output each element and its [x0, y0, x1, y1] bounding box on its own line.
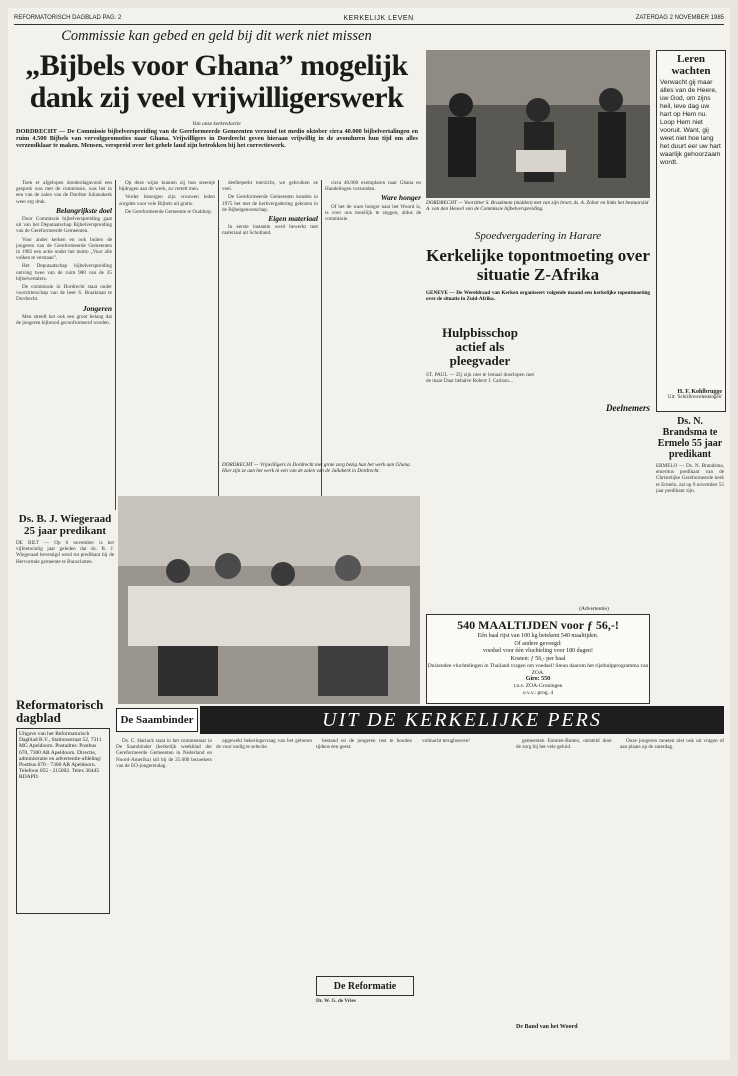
masthead	[14, 12, 724, 25]
masthead-date: ZATERDAG 2 NOVEMBER 1985	[635, 15, 724, 21]
advert-title: 540 MAALTIJDEN voor ƒ 56,-!	[457, 618, 619, 632]
wiegeraad-article	[16, 513, 114, 630]
band-woord-label: De Band van het Woord	[516, 1024, 578, 1030]
subhead-eigen: Eigen materiaal	[268, 214, 318, 224]
leren-wachten-text: Verwacht gij maar alles van de Heere, uw God, om zijns heil, leve dag uw hart op Hem nu. Loop Hem niet vooruit. Want, gij weet niet hoe lang het duurt eer uw hart waarlijk gehoorzaam wordt.	[660, 79, 721, 166]
pers-column-1: Ds. C. Harinck staat in het commentaar in De Saambinder (kerkelijk weekblad der Gereformeerde Gemeenten in Nederland en Noord-Amerika) stil bij de 25.000 bezoekers van de EO-jongerendag.	[116, 738, 212, 769]
topontmoeting-headline: Kerkelijke topontmoeting over situatie Z-Afrika	[426, 246, 650, 284]
advert-line3: voedsel voor één vluchteling voor 180 dagen!	[483, 648, 593, 654]
leren-wachten-author: H. F. Kohlbrugge	[677, 389, 722, 395]
pers-column-5: gemeenten Emmen-Buiten, ontsteld door de zorg bij het vele geluid.	[516, 738, 612, 751]
hulpbisschop-title: Hulpbisschop actief als pleegvader	[442, 325, 518, 368]
pers-column-4: volmacht terughoeven!	[422, 738, 470, 744]
pers-column-2: opgewekt bekeringsvraag van het geboren de voor nodig te selectie.	[216, 738, 312, 751]
reformatie-logo: De Reformatie	[316, 976, 414, 996]
hulpbisschop-article	[426, 326, 534, 572]
leren-wachten-source: Uit: 'Schriftoverdenkingen'	[667, 395, 722, 400]
kerkelijke-pers-band: UIT DE KERKELIJKE PERS	[200, 706, 724, 734]
leren-wachten-title: Leren wachten	[671, 53, 711, 77]
brandsma-article	[656, 416, 724, 613]
leren-wachten-box	[656, 50, 726, 412]
main-lead: DORDRECHT — De Commissie bijbelverspreiding van de Gereformeerde Gemeenten verzond tot medio oktober circa 40.000 bijbelvertalingen en ruim 4.500 Bijbels van vervolgpromoties naar Ghana. Vrijwilligers in Dordrecht geven hieraan vrijwillig in de avonduren hun tijd om alles verzendklaar te maken. Mensen, verspreid over het gehele land zijn betrokken bij het correctiewerk.	[16, 128, 418, 150]
advert-line1: Eén baal rijst van 100 kg betekent 540 maaltijden.	[477, 633, 599, 639]
section-harare: Spoedvergadering in Harare	[474, 230, 602, 242]
masthead-left: REFORMATORISCH DAGBLAD PAG. 2	[14, 15, 122, 21]
subhead-deelnemers: Deelnemers	[606, 403, 650, 413]
reformatie-credit: Dr. W. G. de Vries	[316, 998, 356, 1004]
advert-line5: Duizenden vluchtelingen in Thailand vragen om voedsel! Steun daarom het rijsthulpprogramma van ZOA.	[427, 663, 649, 676]
colophon-title: Reformatorisch dagblad	[16, 697, 104, 725]
topontmoeting-lead: GENEVE — De Wereldraad van Kerken organiseert volgende maand een kerkelijke topontmoeting over de situatie in Zuid-Afrika.	[426, 290, 650, 303]
pers-column-3: bestand en de jongeren rust te houden tijdens een geest.	[316, 738, 412, 751]
main-headline: „Bijbels voor Ghana” mogelijk dank zij veel vrijwilligerswerk	[25, 49, 408, 114]
masthead-section: KERKELIJK LEVEN	[343, 14, 414, 22]
subhead-belangrijkste: Belangrijkste doel	[55, 205, 112, 215]
main-column-2: Op deze wijze kunnen zij hun steentje bijdragen aan dit werk, zo vertelt men. Verder bezorgen zijn vrouwen leden zorgden voor vele Bijbels uit gratis. De Gereformeerde Gemeente te Ouddorp.	[119, 180, 215, 215]
braakman-photo-caption: DORDRECHT — Voorzitter S. Braakman (midden) met van zijn broer, ds. A. Zohar en links het bestuurslid A. van den Heuvel van de Commissie bijbelverspreiding.	[426, 200, 649, 212]
column-rule	[321, 180, 322, 510]
braakman-photo	[426, 50, 650, 198]
topontmoeting-column	[540, 326, 650, 396]
advert-giro3: o.v.v.: prog. 4	[522, 689, 554, 696]
wiegeraad-title: Ds. B. J. Wiegeraad 25 jaar predikant	[18, 513, 112, 537]
hulpbisschop-lead: ST. PAUL — Zij zijn niet te lemaal doorlopen met de maar Daar behalve Robert J. Carlson...	[426, 372, 534, 385]
colophon	[16, 698, 110, 914]
main-column-1: Toen er afgelopen donderdagavond een gesprek was met de commissie, was het in een van de zalen van de Dordtse Julianakerk weer erg druk. Belangrijkste doel Door Commissie bijbelverspreiding gaat uit van het Deputaatschap Bijbelverspreiding van de Gereformeerde Gemeenten. Voor ander kerken en ook buiten de jongeren van de Gereformeerde Gemeenten in 1982 een actie onder het motto „Voor alle volken te verstaan”. Het Deputaatschap bijbelverspreiding ontving twee van de ruim 900 van de 35 bijbelvertalers. De commissie in Dordrecht staat onder voorzitterschap van de heer S. Braakman te Dordrecht. Jongeren Men streeft het ook een groot belang dat de jongeren bijbrood geconfronteerd worden.	[16, 180, 112, 327]
brandsma-lead: ERMELO — Ds. N. Brandsma, emeritus predikant van de Christelijke Gereformeerde kerk te Ermelo, zal op 9 november 55 jaar predikant zijn.	[656, 463, 724, 494]
column-rule	[115, 180, 116, 510]
main-column-4: circa 40.000 exemplaren naar Ghana en Handelingen verzonden. Ware honger Of het de ware honger naar het Woord is, is voor ons moeilijk te zeggen, aldus de commissie.	[325, 180, 421, 223]
advert-label: (Advertentie)	[579, 606, 609, 612]
main-kicker: Commissie kan gebed en geld bij dit werk niet missen	[61, 28, 372, 44]
subhead-ware-honger: Ware honger	[380, 193, 421, 203]
advert-giro2: t.n.v. ZOA-Groningen	[513, 683, 563, 689]
colophon-text: Uitgave van het Reformatorisch Dagblad B.V., Stationsstraat 52, 7311 MG Apeldoorn. Postadres: Postbus 670, 7300 AR Apeldoorn. Directie, administratie en advertentie-afdeling: Postbus 670 - 7300 AR Apeldoorn. Telefoon 055 - 215002. Telex 36445 RDAPD.	[16, 728, 110, 914]
advert-line2: Of andere gevoegd:	[514, 640, 562, 647]
wiegeraad-lead: DE BILT — Op 6 november is het vijfentwintig jaar geleden dat ds. B. J. Wiegeraad bevestigd werd tot predikant bij de Hervormde gemeente te Bunschoten.	[16, 540, 114, 565]
main-byline: Van onze kerkredactie	[192, 121, 241, 127]
main-column-3: deelbeperkt toerzicht, we gebruiken ze veel. De Gereformeerde Gemeenten konden in 1975 het met de kerkvergadering gekozen in de Bijbelgenootschap. Eigen materiaal In eerste instantie werd bewerkt met materiaal uit Schotland.	[222, 180, 318, 237]
main-photo-caption: DORDRECHT — Vrijwilligers in Dordrecht met grote zorg bezig hun het werk aan Ghana. Hier zijn ze aan het werk in een van de zalen van de Jullakerk in Dordrecht.	[222, 462, 411, 474]
newspaper-page	[8, 8, 730, 1060]
column-rule	[218, 180, 219, 510]
main-photo	[118, 496, 420, 704]
pers-column-6: Onze jongeren moeten niet ook uit vragen of aan plaats op de zaterdag.	[620, 738, 724, 751]
subhead-jongeren: Jongeren	[82, 303, 112, 313]
saambinder-logo: De Saambinder	[116, 708, 198, 732]
advert-line4: Kosten: ƒ 56,- per baal	[510, 655, 566, 662]
zoa-advert	[426, 614, 650, 704]
brandsma-title: Ds. N. Brandsma te Ermelo 55 jaar predikant	[657, 416, 723, 460]
advert-giro: Giro: 550	[525, 676, 551, 682]
